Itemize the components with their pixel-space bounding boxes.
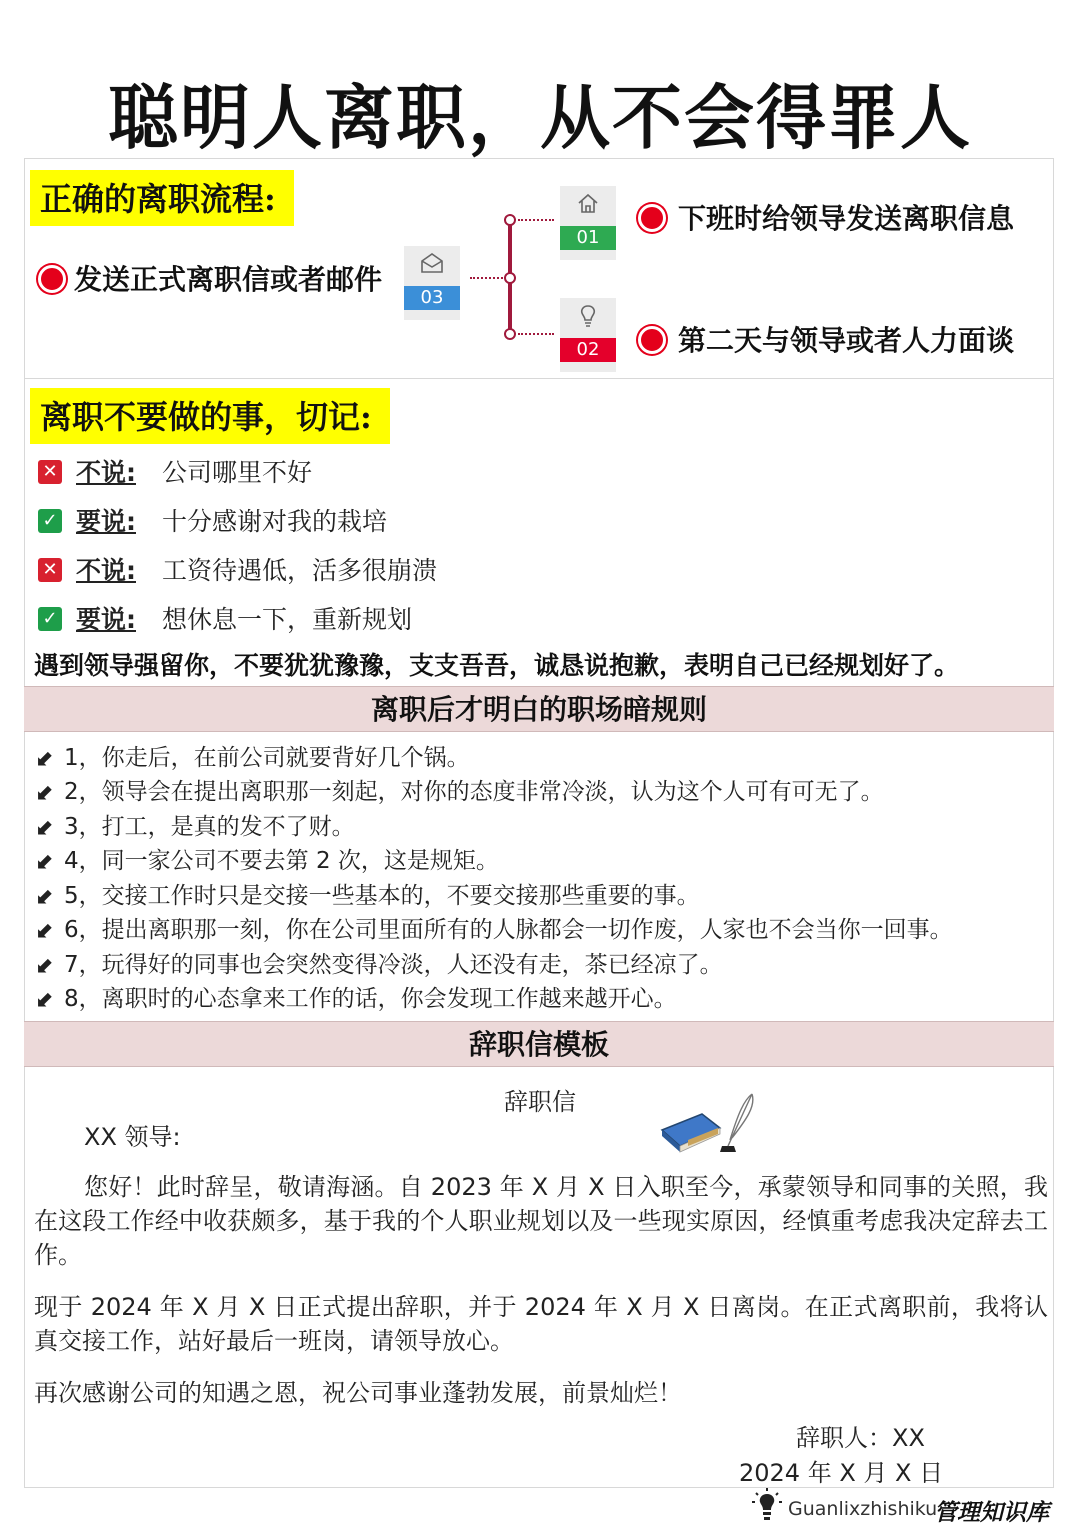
step-03-text: 发送正式离职信或者邮件 (74, 263, 383, 296)
arrow-icon: ⬋ (36, 987, 55, 1012)
bullet-dot (38, 265, 66, 293)
bullet-dot (638, 204, 666, 232)
step-02-box (560, 298, 616, 372)
house-icon (560, 192, 616, 220)
list-item: ⬋ 4，同一家公司不要去第 2 次，这是规矩。 (36, 848, 499, 874)
divider (24, 378, 1054, 379)
envelope-icon (404, 252, 460, 280)
books-quill-illustration (658, 1090, 758, 1156)
do-item (76, 502, 387, 538)
lightbulb-logo-icon (752, 1488, 782, 1524)
step-03-box (404, 246, 460, 320)
letter-heading: 辞职信模板 (24, 1021, 1054, 1067)
arrow-icon: ⬋ (36, 815, 55, 840)
connector-line (518, 333, 554, 335)
letter-greeting: XX 领导: (84, 1123, 181, 1151)
dont-text: 工资待遇低，活多很崩溃 (162, 556, 438, 585)
arrow-icon: ⬋ (36, 849, 55, 874)
dont-key: 不说: (76, 458, 136, 487)
bullet-dot (638, 326, 666, 354)
letter-paragraph: 再次感谢公司的知遇之恩，祝公司事业蓬勃发展，前景灿烂！ (34, 1379, 682, 1407)
rules-heading: 离职后才明白的职场暗规则 (24, 686, 1054, 732)
arrow-icon: ⬋ (36, 746, 55, 771)
list-item: ⬋ 7，玩得好的同事也会突然变得冷淡，人还没有走，茶已经凉了。 (36, 952, 723, 978)
do-text: 十分感谢对我的栽培 (162, 507, 388, 536)
footer-brand: 管理知识库 (934, 1499, 1049, 1526)
connector-line (518, 219, 554, 221)
donts-heading: 离职不要做的事，切记: (30, 388, 390, 444)
letter-date: 2024 年 X 月 X 日 (739, 1459, 944, 1487)
footer-handle: Guanlixzhishiku (788, 1498, 938, 1520)
list-item: ⬋ 1，你走后，在前公司就要背好几个锅。 (36, 745, 470, 771)
list-item: ⬋ 8，离职时的心态拿来工作的话，你会发现工作越来越开心。 (36, 986, 677, 1012)
letter-title: 辞职信 (504, 1088, 576, 1116)
do-text: 想休息一下，重新规划 (162, 605, 413, 634)
check-icon: ✓ (38, 607, 62, 631)
letter-paragraph: 现于 2024 年 X 月 X 日正式提出辞职，并于 2024 年 X 月 X 日离岗。在正式离职前，我将认真交接工作，站好最后一班岗，请领导放心。 (34, 1293, 1048, 1355)
do-key: 要说: (76, 605, 136, 634)
arrow-icon: ⬋ (36, 953, 55, 978)
connector-node (504, 328, 516, 340)
process-heading: 正确的离职流程: (30, 170, 294, 226)
arrow-icon: ⬋ (36, 884, 55, 909)
check-icon: ✓ (38, 509, 62, 533)
step-01-box (560, 186, 616, 260)
do-item (76, 600, 412, 636)
page-title: 聪明人离职，从不会得罪人 (108, 76, 972, 159)
step-01-text: 下班时给领导发送离职信息 (678, 202, 1015, 235)
list-item: ⬋ 2，领导会在提出离职那一刻起，对你的态度非常冷淡，认为这个人可有可无了。 (36, 779, 884, 805)
dont-key: 不说: (76, 556, 136, 585)
step-01-number: 01 (560, 226, 616, 250)
lightbulb-icon (560, 304, 616, 334)
step-02-text: 第二天与领导或者人力面谈 (678, 324, 1015, 357)
retention-note: 遇到领导强留你，不要犹犹豫豫，支支吾吾，诚恳说抱歉，表明自己已经规划好了。 (34, 651, 960, 680)
dont-item (76, 551, 437, 587)
dont-item (76, 453, 312, 489)
cross-icon: ✕ (38, 558, 62, 582)
step-03-number: 03 (404, 286, 460, 310)
letter-signer: 辞职人：XX (796, 1424, 925, 1452)
list-item: ⬋ 5，交接工作时只是交接一些基本的，不要交接那些重要的事。 (36, 883, 700, 909)
cross-icon: ✕ (38, 460, 62, 484)
connector-node (504, 214, 516, 226)
list-item: ⬋ 3，打工，是真的发不了财。 (36, 814, 355, 840)
connector-node (504, 272, 516, 284)
step-02-number: 02 (560, 338, 616, 362)
do-key: 要说: (76, 507, 136, 536)
list-item: ⬋ 6，提出离职那一刻，你在公司里面所有的人脉都会一切作废，人家也不会当你一回事。 (36, 917, 953, 943)
letter-paragraph: 您好！此时辞呈，敬请海涵。自 2023 年 X 月 X 日入职至今，承蒙领导和同事的关照，我在这段工作经中收获颇多，基于我的个人职业规划以及一些现实原因，经慎重考虑我决定辞去工作。 (34, 1173, 1048, 1269)
dont-text: 公司哪里不好 (162, 458, 313, 487)
arrow-icon: ⬋ (36, 918, 55, 943)
arrow-icon: ⬋ (36, 780, 55, 805)
